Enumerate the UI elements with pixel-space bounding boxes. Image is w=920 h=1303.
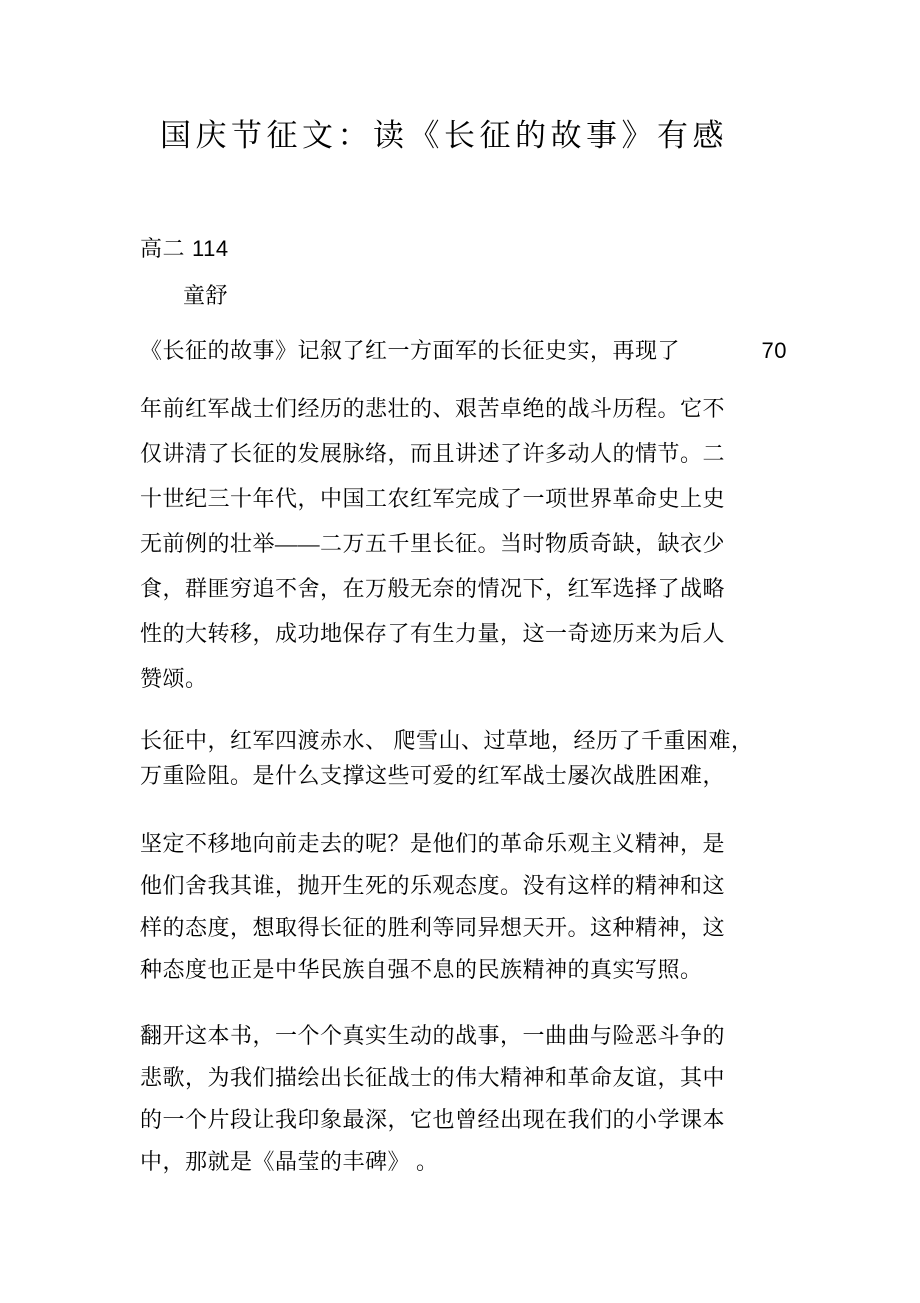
text-line: 赞颂。 bbox=[140, 666, 208, 691]
intro-text: 《长征的故事》记叙了红一方面军的长征史实，再现了 bbox=[140, 338, 681, 363]
text-line: 年前红军战士们经历的悲壮的、艰苦卓绝的战斗历程。它不 bbox=[140, 396, 726, 421]
text-line: 翻开这本书，一个个真实生动的战事，一曲曲与险恶斗争的 bbox=[140, 1023, 726, 1048]
text-line: 仅讲清了长征的发展脉络，而且讲述了许多动人的情节。二 bbox=[140, 441, 726, 466]
author-name: 童舒 bbox=[183, 283, 229, 308]
class-number: 114 bbox=[192, 236, 229, 261]
text-line: 食，群匪穷追不舍，在万般无奈的情况下，红军选择了战略 bbox=[140, 576, 726, 601]
paragraph-1 bbox=[140, 386, 725, 701]
intro-number: 70 bbox=[761, 338, 787, 363]
class-label: 高二 bbox=[140, 236, 186, 261]
text-line: 万重险阻。是什么支撑这些可爱的红军战士屡次战胜困难， bbox=[140, 763, 726, 788]
text-line: 长征中，红军四渡赤水、 爬雪山、过草地，经历了千重困难， bbox=[140, 728, 754, 753]
intro-line bbox=[140, 336, 787, 366]
class-info bbox=[140, 234, 229, 264]
paragraph-4 bbox=[140, 1015, 725, 1183]
text-line: 他们舍我其谁，抛开生死的乐观态度。没有这样的精神和这 bbox=[140, 873, 726, 898]
text-line: 种态度也正是中华民族自强不息的民族精神的真实写照。 bbox=[140, 957, 703, 982]
text-line: 的一个片段让我印象最深，它也曾经出现在我们的小学课本 bbox=[140, 1107, 726, 1132]
text-line: 中，那就是《晶莹的丰碑》 。 bbox=[140, 1149, 439, 1174]
text-line: 十世纪三十年代，中国工农红军完成了一项世界革命史上史 bbox=[140, 486, 726, 511]
text-line: 样的态度，想取得长征的胜利等同异想天开。这种精神，这 bbox=[140, 915, 726, 940]
document-title: 国庆节征文：读《长征的故事》有感 bbox=[160, 118, 728, 153]
paragraph-2 bbox=[140, 723, 754, 793]
text-line: 性的大转移，成功地保存了有生力量，这一奇迹历来为后人 bbox=[140, 621, 726, 646]
text-line: 悲歌，为我们描绘出长征战士的伟大精神和革命友谊，其中 bbox=[140, 1065, 726, 1090]
text-line: 无前例的壮举——二万五千里长征。当时物质奇缺，缺衣少 bbox=[140, 531, 726, 556]
text-line: 坚定不移地向前走去的呢？是他们的革命乐观主义精神，是 bbox=[140, 831, 726, 856]
paragraph-3 bbox=[140, 823, 725, 991]
